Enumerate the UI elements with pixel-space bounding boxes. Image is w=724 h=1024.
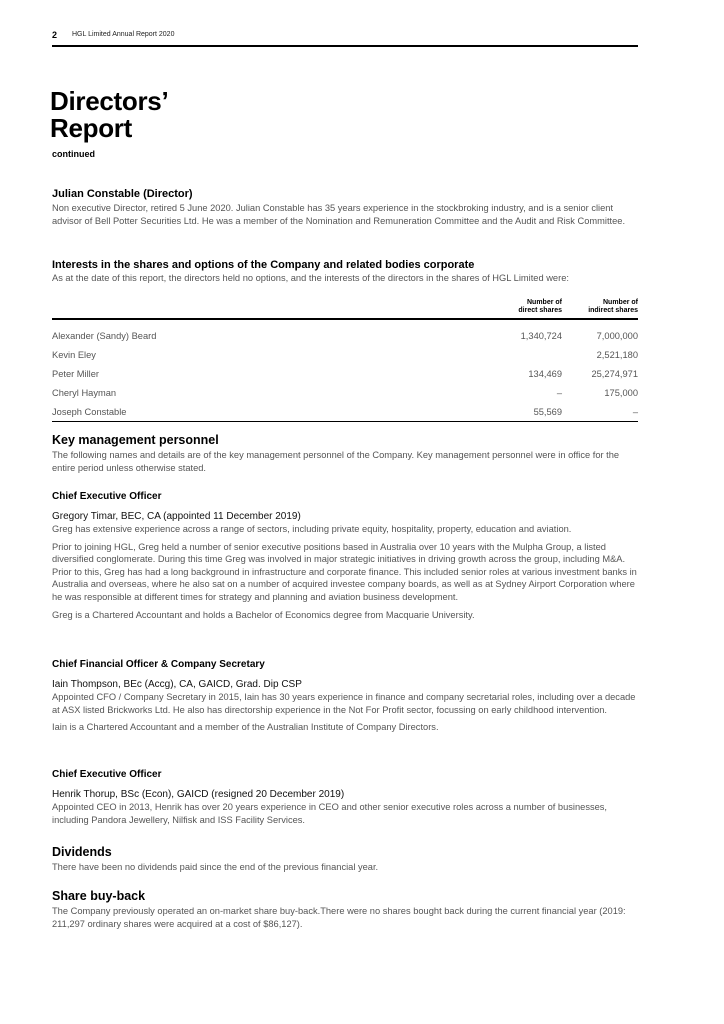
director-name: Joseph Constable: [52, 406, 127, 417]
header-divider: [52, 45, 638, 47]
julian-text: Non executive Director, retired 5 June 2020. Julian Constable has 35 years experience in the stockbroking industry, and is a senior client advisor of Bell Potter Securities Ltd. He was a member of the Nomination and Remuneration Committee and the Audit and Risk Committee.: [52, 203, 626, 226]
direct-shares: 1,340,724: [520, 330, 562, 341]
indirect-shares: 175,000: [604, 387, 638, 398]
shareholdings-table: [52, 299, 638, 422]
former-ceo-section: [52, 769, 638, 826]
interests-intro: As at the date of this report, the directors held no options, and the interests of the directors in the shares of HGL Limited were:: [52, 273, 569, 283]
direct-shares: [492, 345, 562, 364]
indirect-shares: 2,521,180: [596, 349, 638, 360]
cfo-section: [52, 659, 638, 734]
indirect-shares: 7,000,000: [596, 330, 638, 341]
table-row: [52, 364, 638, 383]
buyback-text: The Company previously operated an on-market share buy-back.There were no shares bought back during the current financial year (2019: 211,297 ordinary shares were acquired at a cost of $86,127).: [52, 906, 626, 929]
indirect-shares: –: [632, 406, 638, 417]
former-ceo-name: Henrik Thorup, BSc (Econ), GAICD (resigned 20 December 2019): [52, 789, 345, 800]
director-name: Alexander (Sandy) Beard: [52, 330, 157, 341]
director-name: Kevin Eley: [52, 349, 96, 360]
cfo-paragraph-1: Appointed CFO / Company Secretary in 2015, Iain has 30 years experience in finance and company secretarial roles, including over a decade at ASX listed Brickworks Ltd. He also has directorship experience in the Not For Profit sector, focussing on early childhood intervention.: [52, 692, 636, 715]
cfo-paragraph-2: Iain is a Chartered Accountant and a member of the Australian Institute of Company Directors.: [52, 722, 439, 733]
ceo-paragraph-2: Prior to joining HGL, Greg held a number of senior executive positions based in Australia over 10 years with the Mulpha Group, a listed diversified conglomerate. During this time Greg was involved in major strategic initiatives in driving growth across the group, including M&A. Prior to this, Greg has had a long background in infrastructure and corporate finance. This included senior roles at various investment banks in Australia and overseas, where he also sat on a number of acquired investee company boards, as well as at Sydney Airport Corporation where he was responsible at different times for strategy and planning and aviation business development.: [52, 541, 637, 602]
julian-section: [52, 188, 638, 227]
buyback-section: [52, 889, 638, 930]
buyback-heading: Share buy-back: [52, 889, 146, 903]
interests-heading: Interests in the shares and options of the Company and related bodies corporate: [52, 259, 475, 271]
table-row: [52, 383, 638, 402]
table-row: [52, 402, 638, 422]
direct-shares: –: [556, 387, 562, 398]
table-row: [52, 345, 638, 364]
interests-section: [52, 259, 638, 285]
ceo-paragraph-1: Greg has extensive experience across a range of sectors, including private equity, hospitality, property, education and aviation.: [52, 524, 572, 534]
julian-heading: Julian Constable (Director): [52, 188, 193, 200]
table-header-row: [52, 299, 638, 319]
page-title-line-1: Directors’: [50, 86, 169, 116]
indirect-shares: 25,274,971: [591, 368, 638, 379]
page-title-line-2: Report: [50, 113, 132, 143]
former-ceo-heading: Chief Executive Officer: [52, 769, 162, 780]
table-row: [52, 319, 638, 345]
page-number: 2: [52, 30, 58, 40]
cfo-heading: Chief Financial Officer & Company Secretary: [52, 659, 265, 670]
page-title: [50, 88, 168, 142]
col-indirect-shares: Number of indirect shares: [588, 299, 638, 314]
direct-shares: 134,469: [528, 368, 562, 379]
page-subtitle: continued: [52, 149, 95, 159]
col-direct-shares: Number of direct shares: [518, 299, 562, 314]
dividends-heading: Dividends: [52, 845, 112, 859]
direct-shares: 55,569: [533, 406, 562, 417]
dividends-section: [52, 845, 638, 874]
ceo-heading: Chief Executive Officer: [52, 491, 162, 502]
director-name: Cheryl Hayman: [52, 387, 117, 398]
report-title: HGL Limited Annual Report 2020: [72, 31, 175, 38]
former-ceo-paragraph: Appointed CEO in 2013, Henrik has over 20 years experience in CEO and other senior executive roles across a number of businesses, including Pandora Jewellery, Nilfisk and ISS Facility Services.: [52, 802, 608, 825]
kmp-section: [52, 433, 638, 474]
ceo-paragraph-3: Greg is a Chartered Accountant and holds a Bachelor of Economics degree from Macquarie University.: [52, 609, 475, 620]
kmp-heading: Key management personnel: [52, 433, 219, 447]
ceo-name: Gregory Timar, BEC, CA (appointed 11 December 2019): [52, 511, 301, 522]
cfo-name: Iain Thompson, BEc (Accg), CA, GAICD, Grad. Dip CSP: [52, 679, 302, 690]
ceo-section: [52, 491, 638, 621]
director-name: Peter Miller: [52, 368, 100, 379]
kmp-intro: The following names and details are of the key management personnel of the Company. Key management personnel were in office for the entire period unless otherwise stated.: [52, 450, 620, 473]
dividends-text: There have been no dividends paid since the end of the previous financial year.: [52, 862, 379, 872]
